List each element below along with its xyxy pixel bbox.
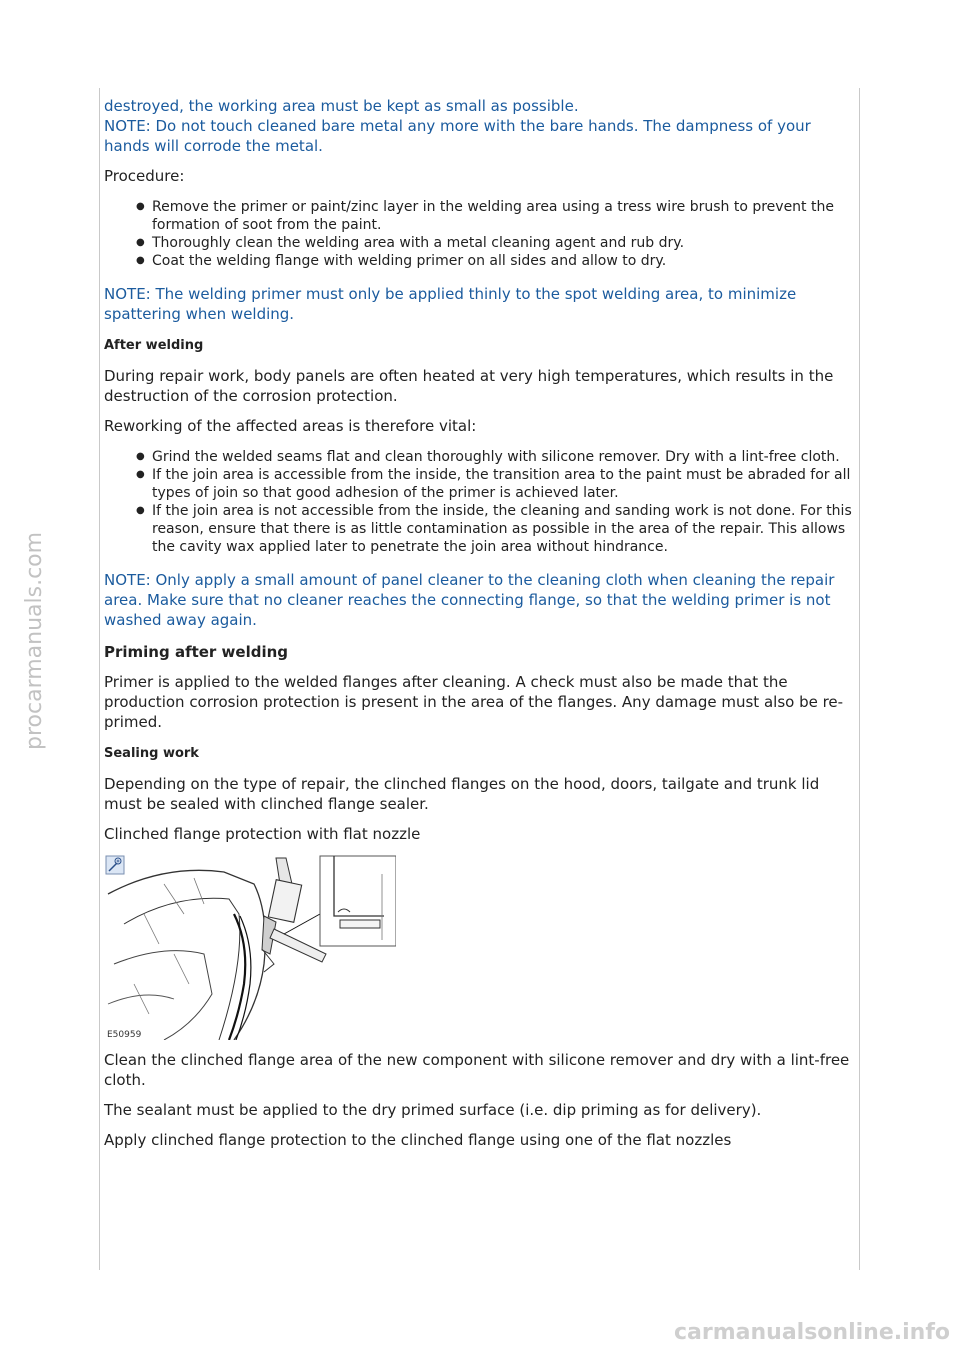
heading-priming: Priming after welding	[104, 643, 289, 661]
para-sealing-3: Clean the clinched flange area of the new component with silicone remover and dry with a lint-free cloth.	[104, 1051, 850, 1089]
list-item: ● If the join area is accessible from the inside, the transition area to the paint must be abraded for all types of join so that good adhesion of the primer is achieved later.	[152, 466, 856, 502]
right-margin-rule	[859, 88, 860, 1270]
para-sealing-2: Clinched flange protection with flat nozzle	[104, 825, 421, 843]
para-sealing-4: The sealant must be applied to the dry primed surface (i.e. dip priming as for delivery).	[104, 1101, 762, 1119]
list-item: ● Coat the welding flange with welding primer on all sides and allow to dry.	[152, 252, 856, 270]
figure-illustration	[104, 854, 396, 1040]
zoom-icon[interactable]	[106, 856, 124, 874]
list-item: ● Thoroughly clean the welding area with a metal cleaning agent and rub dry.	[152, 234, 856, 252]
figure-label: E50959	[107, 1030, 142, 1040]
footer-watermark: carmanualsonline.info	[674, 1320, 950, 1345]
figure-flat-nozzle	[104, 854, 396, 1040]
list-item: ● If the join area is not accessible from the inside, the cleaning and sanding work is not done. For this reason, ensure that there is as little contamination as possible in the area of the repair. This allows the cavity wax applied later to penetrate the join area without hindrance.	[152, 502, 856, 556]
note-continuation: destroyed, the working area must be kept as small as possible.	[104, 97, 579, 115]
note-panel-cleaner: NOTE: Only apply a small amount of panel cleaner to the cleaning cloth when cleaning the repair area. Make sure that no cleaner reaches the connecting flange, so that the welding primer is not washed away again.	[104, 571, 835, 629]
list-item: ● Remove the primer or paint/zinc layer in the welding area using a tress wire brush to prevent the formation of soot from the paint.	[152, 198, 856, 234]
procedure-label: Procedure:	[104, 167, 185, 185]
note-bare-metal: NOTE: Do not touch cleaned bare metal any more with the bare hands. The dampness of your hands will corrode the metal.	[104, 117, 811, 155]
heading-after-welding: After welding	[104, 338, 204, 353]
para-sealing-1: Depending on the type of repair, the clinched flanges on the hood, doors, tailgate and trunk lid must be sealed with clinched flange sealer.	[104, 775, 820, 813]
rework-list	[104, 448, 856, 556]
page-content	[104, 96, 856, 1150]
para-after-welding-1: During repair work, body panels are often heated at very high temperatures, which results in the destruction of the corrosion protection.	[104, 367, 834, 405]
heading-sealing: Sealing work	[104, 746, 199, 761]
para-after-welding-2: Reworking of the affected areas is therefore vital:	[104, 417, 477, 435]
left-margin-rule	[99, 88, 100, 1270]
note-welding-primer: NOTE: The welding primer must only be applied thinly to the spot welding area, to minimize spattering when welding.	[104, 285, 797, 323]
para-priming: Primer is applied to the welded flanges after cleaning. A check must also be made that the production corrosion protection is present in the area of the flanges. Any damage must also be re-primed.	[104, 673, 844, 731]
para-sealing-5: Apply clinched flange protection to the clinched flange using one of the flat nozzles	[104, 1131, 732, 1149]
list-item: ● Grind the welded seams flat and clean thoroughly with silicone remover. Dry with a lint-free cloth.	[152, 448, 856, 466]
side-watermark: procarmanuals.com	[22, 531, 47, 750]
procedure-list	[104, 198, 856, 270]
